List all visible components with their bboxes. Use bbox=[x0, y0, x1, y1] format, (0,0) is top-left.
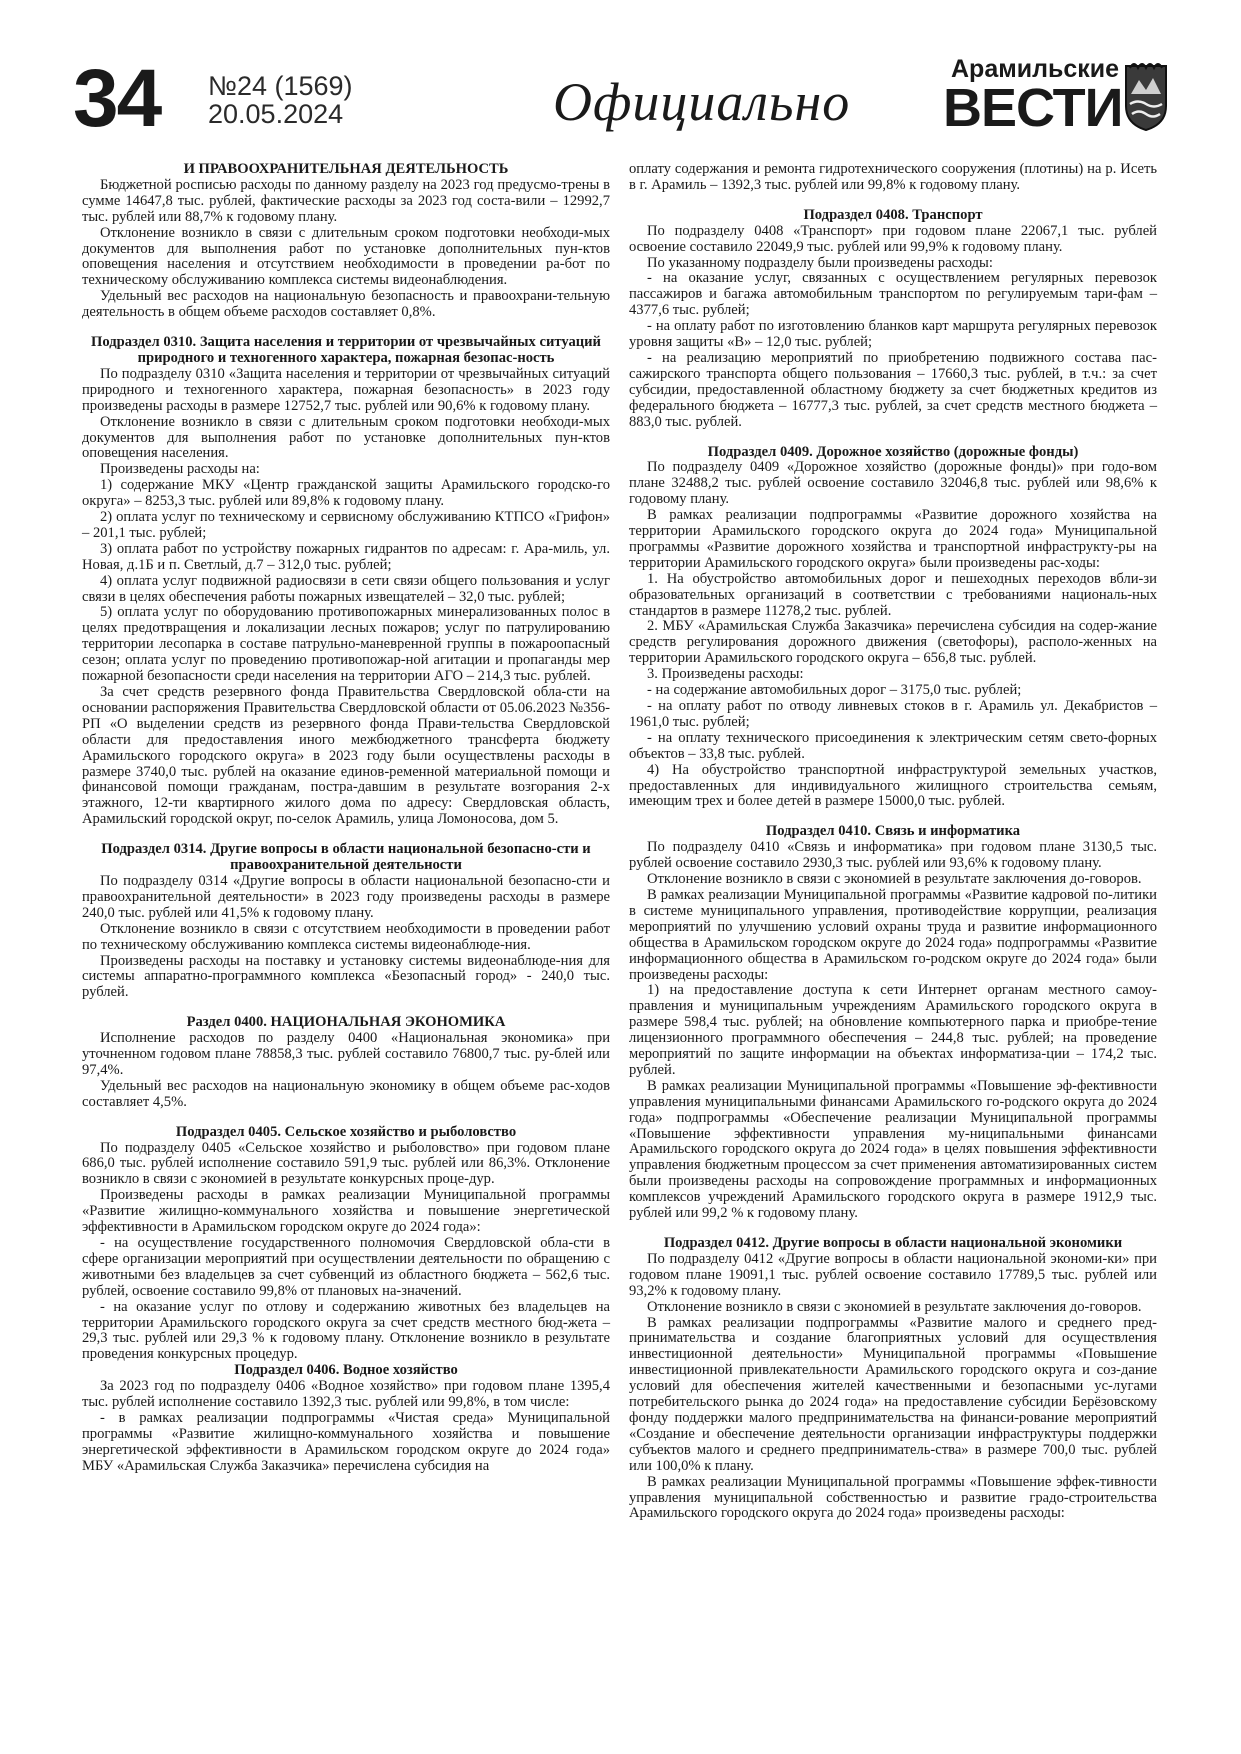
paragraph: Произведены расходы в рамках реализации Муниципальной программы «Развитие жилищно-коммунального хозяйства и повышение энергетической эффективности в Арамильском городском округе до 2024 года»: bbox=[82, 1187, 610, 1236]
paragraph: оплату содержания и ремонта гидротехнического сооружения (плотины) на р. Исеть в г. Арамиль – 1392,3 тыс. рублей или 99,8% к годовому плану. bbox=[629, 161, 1157, 193]
paragraph: 1. На обустройство автомобильных дорог и пешеходных переходов вбли-зи образовательных организаций в соответствии с требованиями националь-ных стандартов в размере 11278,2 тыс. рублей. bbox=[629, 570, 1157, 619]
paragraph: Отклонение возникло в связи с экономией в результате заключения до-говоров. bbox=[647, 871, 1142, 888]
paragraph: 1) на предоставление доступа к сети Интернет органам местного самоу-правления и муниципальным учреждениям Арамильского городского округа в размере 598,4 тыс. рублей; на обновление компьютерного парка и приобре-тение лицензионного программного обеспечения – 244,8 тыс. рублей; на проведение мероприятий по защите информации на объектах информатиза-ции – 174,2 тыс. рублей. bbox=[629, 982, 1157, 1078]
paragraph: 4) оплата услуг подвижной радиосвязи в сети связи общего пользования и услуг связи в целях обеспечения работы пожарных извещателей – 32,0 тыс. рублей; bbox=[82, 572, 610, 605]
paragraph: Произведены расходы на: bbox=[100, 461, 260, 478]
paragraph: По подразделу 0310 «Защита населения и территории от чрезвычайных ситуаций природного и техногенного характера, пожарная безопасность» в 2023 году произведены расходы в размере 12752,7 тыс. рублей или 90,6% к годовому плану. bbox=[82, 365, 610, 414]
paragraph: 3. Произведены расходы: bbox=[647, 666, 804, 683]
paragraph: - на реализацию мероприятий по приобретению подвижного состава пас-сажирского транспорта общего пользования – 17660,3 тыс. рублей, в т.ч.: за счет субсидии, предоставленной областному бюджету за счет бюджетных кредитов из федерального бюджета – 16777,3 тыс. рублей, за счет средств местного бюджета – 883,0 тыс. рублей. bbox=[629, 349, 1157, 430]
paragraph: По подразделу 0314 «Другие вопросы в области национальной безопасно-сти и правоохранительной деятельности» в 2023 году произведены расходы в размере 240,0 тыс. рублей или 41,5% к годовому плану. bbox=[82, 872, 610, 921]
paragraph: В рамках реализации подпрограммы «Развитие малого и среднего пред-принимательства и создание благоприятных условий для осуществления инвестиционной деятельности» Муниципальной программы «Повышение инвестиционной привлекательности Арамильского городского округа и соз-дание условий для обеспечения жителей качественными и безопасными ус-лугами потребительского рынка до 2024 года» на предоставление субсидии Берёзовскому фонду поддержки малого предпринимательства на финанси-рование мероприятий «Создание и обеспечение деятельности организации инфраструктуры поддержки субъектов малого и среднего предприниматель-ства» в размере 700,0 тыс. рублей или 100,0% к плану. bbox=[629, 1314, 1157, 1474]
paragraph: По подразделу 0412 «Другие вопросы в области национальной экономи-ки» при годовом плане 19091,1 тыс. рублей освоение составило 17789,5 тыс. рублей или 93,2% к годовому плану. bbox=[629, 1250, 1157, 1299]
paragraph: - на оказание услуг по отлову и содержанию животных без владельцев на территории Арамильского городского округа за счет средств местного бюд-жета – 29,3 тыс. рублей или 29,3 % к годовому плану. Отклонение возникло в результате проведения конкурсных процедур. bbox=[82, 1298, 610, 1363]
paragraph: 1) содержание МКУ «Центр гражданской защиты Арамильского городско-го округа» – 8253,3 тыс. рублей или 89,8% к годовому плану. bbox=[82, 477, 610, 510]
left-column bbox=[82, 162, 610, 1475]
heading: Подраздел 0405. Сельское хозяйство и рыболовство bbox=[175, 1123, 517, 1140]
paragraph: - в рамках реализации подпрограммы «Чистая среда» Муниципальной программы «Развитие жилищно-коммунального хозяйства и повышение энергетической эффективности в Арамильском городском округе до 2024 года» МБУ «Арамильская Служба Заказчика» перечислена субсидия на bbox=[82, 1409, 610, 1474]
paragraph: Удельный вес расходов на национальную экономику в общем объеме рас-ходов составляет 4,5%. bbox=[82, 1077, 610, 1110]
heading: Подраздел 0412. Другие вопросы в области национальной экономики bbox=[663, 1235, 1123, 1251]
paragraph: В рамках реализации Муниципальной программы «Повышение эффек-тивности управления муниципальной собственностью и развитие градо-строительства Арамильского городского округа до 2024 года» произведены расходы: bbox=[629, 1473, 1157, 1522]
paragraph: По подразделу 0405 «Сельское хозяйство и рыболовство» при годовом плане 686,0 тыс. рублей исполнение составило 591,9 тыс. рублей или 86,3%. Отклонение возникло в связи с экономией в результате конкурсных проце-дур. bbox=[82, 1139, 610, 1188]
paragraph: В рамках реализации Муниципальной программы «Повышение эф-фективности управления муниципальными финансами Арамильского го-родского округа до 2024 года» подпрограммы «Обеспечение реализации Муниципальной программы «Повышение эффективности управления му-ниципальными финансами Арамильского городского округа до 2024 года» в целях повышения эффективности управления бюджетным процессом за счет применения автоматизированных систем были произведены расходы на сопровождение программных и информационных комплексов учреждений Арамильского городского округа в размере 1912,9 тыс. рублей или 99,2 % к годовому плану. bbox=[629, 1077, 1157, 1222]
paragraph: 2. МБУ «Арамильская Служба Заказчика» перечислена субсидия на содер-жание средств регулирования дорожного движения (светофоры), располо-женных на территории Арамильского городского округа – 656,8 тыс. рублей. bbox=[629, 618, 1157, 667]
heading: И ПРАВООХРАНИТЕЛЬНАЯ ДЕЯТЕЛЬНОСТЬ bbox=[183, 161, 509, 177]
right-column bbox=[629, 162, 1157, 1522]
paragraph: За счет средств резервного фонда Правительства Свердловской обла-сти на основании распоряжения Правительства Свердловской области от 05.06.2023 №356-РП «О выделении средств из резервного фонда Прави-тельства Свердловской области для предоставления иного межбюджетного трансферта бюджету Арамильского городского округа» в 2023 году были осуществлены расходы в размере 3740,0 тыс. рублей на оказание единов-ременной материальной помощи и финансовой помощи гражданам, постра-давшим в результате возгорания 2-х этажного, 12-ти квартирного жилого дома по адресу: Свердловская область, Арамильский городской округ, по-селок Арамиль, улица Ломоносова, дом 5. bbox=[82, 684, 610, 828]
paragraph: По подразделу 0409 «Дорожное хозяйство (дорожные фонды)» при годо-вом плане 32488,2 тыс. рублей освоение составило 32046,8 тыс. рублей или 98,6% к годовому плану. bbox=[629, 459, 1157, 508]
brand-name-bottom: ВЕСТИ bbox=[943, 78, 1123, 138]
issue-date: 20.05.2024 bbox=[208, 99, 344, 129]
paragraph: 2) оплата услуг по техническому и сервисному обслуживанию КТПСО «Грифон» – 201,1 тыс. рублей; bbox=[82, 509, 610, 541]
heading: Подраздел 0409. Дорожное хозяйство (дорожные фонды) bbox=[707, 443, 1079, 460]
paragraph: 3) оплата работ по устройству пожарных гидрантов по адресам: г. Ара-миль, ул. Новая, д.1Б и п. Светлый, д.7 – 312,0 тыс. рублей; bbox=[82, 540, 610, 573]
page-header bbox=[0, 0, 1241, 160]
paragraph: По указанному подразделу были произведены расходы: bbox=[647, 254, 993, 271]
heading: Подраздел 0310. Защита населения и территории от чрезвычайных ситуаций природного и техногенного характера, пожарная безопас-ность bbox=[91, 334, 601, 366]
paragraph: Удельный вес расходов на национальную безопасность и правоохрани-тельную деятельность в общем объеме расходов составляет 0,8%. bbox=[82, 288, 610, 321]
paragraph: Отклонение возникло в связи с отсутствием необходимости в проведении работ по техническому обслуживанию комплекса системы видеонаблюде-ния. bbox=[82, 920, 610, 953]
section-title: Официально bbox=[553, 72, 851, 132]
heading: Подраздел 0314. Другие вопросы в области национальной безопасно-сти и правоохранительной деятельности bbox=[101, 841, 591, 874]
paragraph: - на оплату работ по отводу ливневых стоков в г. Арамиль ул. Декабристов – 1961,0 тыс. рублей; bbox=[629, 698, 1157, 730]
heading: Раздел 0400. НАЦИОНАЛЬНАЯ ЭКОНОМИКА bbox=[186, 1014, 506, 1031]
brand-name-top: Арамильские bbox=[951, 55, 1120, 83]
issue-number: №24 (1569) bbox=[208, 71, 353, 101]
paragraph: Исполнение расходов по разделу 0400 «Национальная экономика» при уточненном годовом плане 78858,3 тыс. рублей составило 76800,7 тыс. ру-блей или 97,4%. bbox=[82, 1030, 610, 1078]
issue-info bbox=[208, 72, 353, 128]
heading: Подраздел 0408. Транспорт bbox=[803, 206, 983, 223]
paragraph: По подразделу 0410 «Связь и информатика» при годовом плане 3130,5 тыс. рублей освоение составило 2930,3 тыс. рублей или 93,6% к годовому плану. bbox=[629, 839, 1157, 872]
paragraph: За 2023 год по подразделу 0406 «Водное хозяйство» при годовом плане 1395,4 тыс. рублей исполнение составило 1392,3 тыс. рублей или 99,8%, в том числе: bbox=[82, 1378, 610, 1411]
paragraph: В рамках реализации подпрограммы «Развитие дорожного хозяйства на территории Арамильского городского округа до 2024 года» Муниципальной программы «Развитие дорожного хозяйства и транспортной инфраструкту-ры на территории Арамильского городского округа» были произведены рас-ходы: bbox=[629, 507, 1157, 571]
paragraph: 4) На обустройство транспортной инфраструктурой земельных участков, предоставленных для индивидуального жилищного строительства семьям, имеющим трех и более детей в размере 15000,0 тыс. рублей. bbox=[629, 761, 1157, 810]
coat-of-arms-icon bbox=[1122, 60, 1170, 132]
paragraph: - на содержание автомобильных дорог – 3175,0 тыс. рублей; bbox=[647, 682, 1022, 699]
paragraph: Произведены расходы на поставку и установку системы видеонаблюде-ния для системы аппаратно-программного комплекса «Безопасный город» - 240,0 тыс. рублей. bbox=[82, 952, 610, 1001]
page-number: 34 bbox=[73, 53, 161, 144]
paragraph: В рамках реализации Муниципальной программы «Развитие кадровой по-литики в системе муниципального управления, противодействие коррупции, реализация мероприятий по улучшению условий охраны труда и развитие информационного общества в Арамильском городском округе до 2024 года» подпрограммы «Развитие информационного общества в Арамильском го-родском округе до 2024 года» были произведены расходы: bbox=[629, 886, 1157, 983]
paragraph: - на оплату технического присоединения к электрическим сетям свето-форных объектов – 33,8 тыс. рублей. bbox=[629, 729, 1157, 762]
paragraph: 5) оплата услуг по оборудованию противопожарных минерализованных полос в целях предотвращения и локализации лесных пожаров; услуг по патрулированию территории лесопарка в составе патрульно-маневренной группы в пожароопасный сезон; оплата услуг по проведению противопожар-ной агитации и пропаганды мер пожарной безопасности среди населения на территории АГО – 214,3 тыс. рублей. bbox=[82, 604, 610, 685]
paragraph: Бюджетной росписью расходы по данному разделу на 2023 год предусмо-трены в сумме 14647,8 тыс. рублей, фактические расходы за 2023 год соста-вили – 12992,7 тыс. рублей или 88,7% к годовому плану. bbox=[82, 176, 610, 225]
paragraph: По подразделу 0408 «Транспорт» при годовом плане 22067,1 тыс. рублей освоение составило 22049,9 тыс. рублей или 99,9% к годовому плану. bbox=[629, 222, 1157, 255]
paragraph: - на оказание услуг, связанных с осуществлением регулярных перевозок пассажиров и багажа автомобильным транспортом по регулируемым тари-фам – 4377,6 тыс. рублей; bbox=[629, 270, 1157, 319]
paragraph: Отклонение возникло в связи с экономией в результате заключения до-говоров. bbox=[647, 1298, 1142, 1315]
heading: Подраздел 0406. Водное хозяйство bbox=[234, 1362, 458, 1379]
paragraph: Отклонение возникло в связи с длительным сроком подготовки необходи-мых документов для выполнения работ по установке дополнительных пун-ктов оповещения населения и отсутствием необходимости в проведении ра-бот по техническому обслуживанию комплекса системы видеонаблюдения. bbox=[82, 224, 610, 289]
paragraph: Отклонение возникло в связи с длительным сроком подготовки необходи-мых документов для выполнения работ по установке дополнительных пун-ктов оповещения населения. bbox=[82, 413, 610, 462]
paragraph: - на оплату работ по изготовлению бланков карт маршрута регулярных перевозок уровня защиты «В» – 12,0 тыс. рублей; bbox=[629, 318, 1157, 351]
paragraph: - на осуществление государственного полномочия Свердловской обла-сти в сфере организации мероприятий при осуществлении деятельности по обращению с животными без владельцев за счет субвенций из областного бюджета – 562,6 тыс. рублей, освоение составило 99,8% от плановых на-значений. bbox=[82, 1235, 610, 1299]
heading: Подраздел 0410. Связь и информатика bbox=[765, 823, 1021, 840]
